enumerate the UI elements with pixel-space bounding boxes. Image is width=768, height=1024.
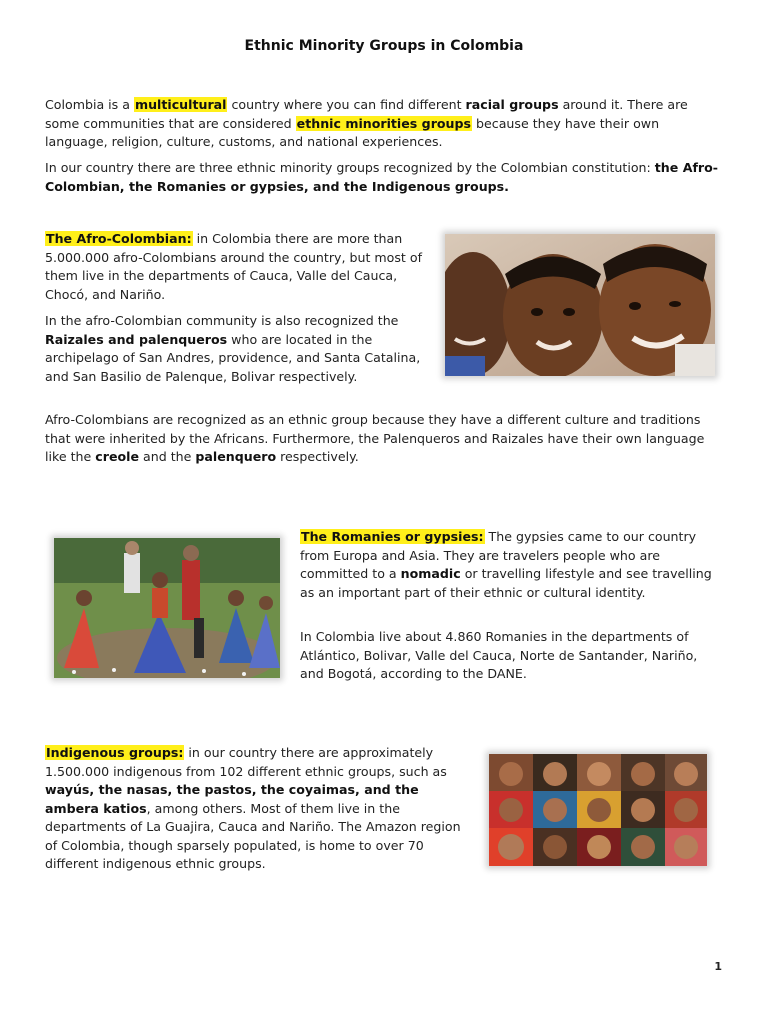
text: In our country there are three ethnic minority groups recognized by the Colombian constitution: xyxy=(45,160,655,175)
page-number: 1 xyxy=(714,960,722,973)
photo-illustration xyxy=(54,538,280,678)
text: in Colombia there are more than 5.000.000 afro-Colombians around the country, but most of them live in the departments of Cauca, Valle del Cauca, Chocó, and Nariño. xyxy=(45,231,423,302)
text: The gypsies came to our country from Europa and Asia. They are travelers people who are committed to a xyxy=(300,529,697,581)
page-title: Ethnic Minority Groups in Colombia xyxy=(244,38,524,54)
indigenous-heading: Indigenous groups: xyxy=(46,745,184,760)
afro-heading: The Afro-Colombian: xyxy=(46,231,192,246)
romanies-dancers-photo xyxy=(54,538,280,678)
highlight-multicultural: multicultural xyxy=(134,97,227,112)
indigenous-paragraph xyxy=(45,744,467,874)
bold-raizales: Raizales and palenqueros xyxy=(45,331,228,347)
romanies-paragraph-1 xyxy=(300,528,722,602)
text: because they have their own language, religion, culture, customs, and national experiences. xyxy=(45,115,660,149)
text: or travelling lifestyle and see travelling as an important part of their ethnic or cultural identity. xyxy=(300,566,712,600)
intro-paragraph-2 xyxy=(45,159,729,196)
afro-paragraph-3 xyxy=(45,411,729,467)
romanies-paragraph-2: In Colombia live about 4.860 Romanies in the departments of Atlántico, Bolivar, Valle del Cauca, Norte de Santander, Nariño, and Bogotá, according to the DANE. xyxy=(300,629,698,681)
text: country where you can find different xyxy=(227,97,466,112)
bold-nomadic: nomadic xyxy=(400,566,461,581)
text: Colombia is a xyxy=(45,97,134,112)
romanies-heading: The Romanies or gypsies: xyxy=(301,529,484,544)
bold-ethnic-group-names: wayús, the nasas, the pastos, the coyaimas, and the ambera katios xyxy=(45,782,419,816)
text: around it. There are some communities that are considered xyxy=(45,97,688,131)
indigenous-faces-collage xyxy=(489,754,707,866)
intro-paragraph-1 xyxy=(45,96,725,152)
afro-paragraph-2 xyxy=(45,312,423,386)
text: respectively. xyxy=(276,449,359,464)
bold-creole: creole xyxy=(95,449,139,464)
text: , among others. Most of them live in the departments of La Guajira, Cauca and Nariño. The Amazon region of Colombia, though sparsely populated, is home to over 70 different indigenous ethnic groups. xyxy=(45,800,461,871)
bold-palenquero: palenquero xyxy=(195,449,277,464)
highlight-ethnic-minorities: ethnic minorities groups xyxy=(296,115,472,131)
text: Afro-Colombians are recognized as an ethnic group because they have a different culture and traditions that were inherited by the Africans. Furthermore, the Palenqueros and Raizales have their own language like the xyxy=(45,412,705,464)
photo-illustration xyxy=(445,234,715,376)
bold-racial-groups: racial groups xyxy=(465,97,559,112)
text: In the afro-Colombian community is also recognized the xyxy=(45,313,399,328)
text: in our country there are approximately 1.500.000 indigenous from 102 different ethnic groups, such as xyxy=(45,745,447,779)
afro-paragraph-1 xyxy=(45,230,423,304)
text: who are located in the archipelago of San Andres, providence, and Santa Catalina, and San Basilio de Palenque, Bolivar respectively. xyxy=(45,331,421,384)
text: and the xyxy=(139,449,196,464)
afro-colombian-children-photo xyxy=(445,234,715,376)
bold-three-groups: the Afro-Colombian, the Romanies or gypsies, and the Indigenous groups. xyxy=(45,160,719,194)
photo-illustration xyxy=(489,754,707,866)
